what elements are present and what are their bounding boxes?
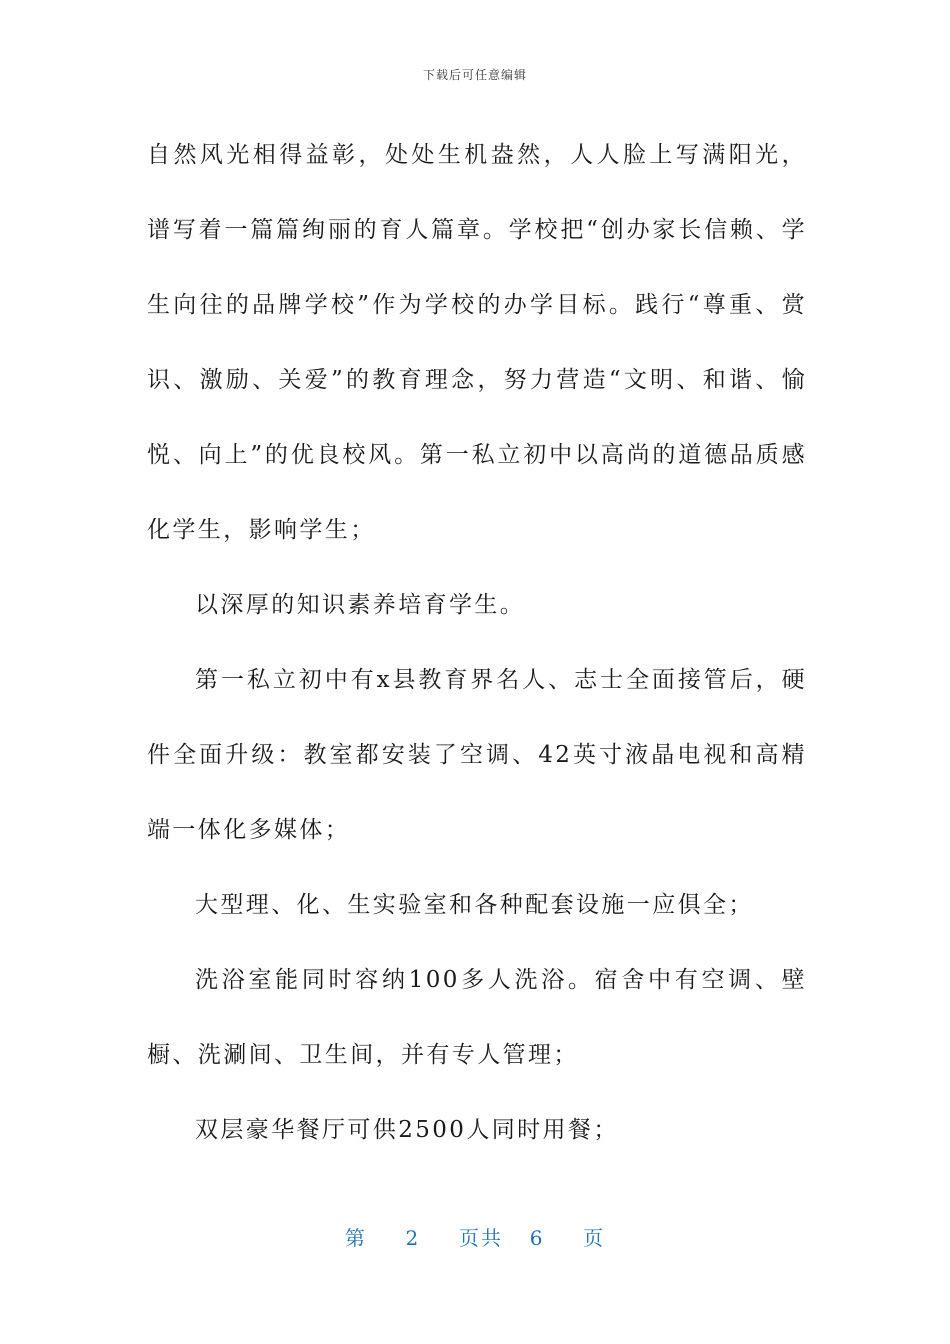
paragraph-6: 双层豪华餐厅可供2500人同时用餐； <box>195 1117 619 1143</box>
footer-middle: 页共 <box>459 1226 503 1250</box>
page-number-footer <box>0 1222 950 1251</box>
paragraph-2: 以深厚的知识素养培育学生。 <box>195 592 526 618</box>
header-note: 下载后可任意编辑 <box>422 68 527 82</box>
paragraph-5: 洗浴室能同时容纳100多人洗浴。宿舍中有空调、壁橱、洗涮间、卫生间，并有专人管理； <box>147 967 807 1068</box>
paragraph-4: 大型理、化、生实验室和各种配套设施一应俱全； <box>195 892 754 918</box>
paragraph-1: 自然风光相得益彰，处处生机盎然，人人脸上写满阳光，谱写着一篇篇绚丽的育人篇章。学校把“创办家长信赖、学生向往的品牌学校”作为学校的办学目标。践行“尊重、赏识、激励、关爱”的教育理念，努力营造“文明、和谐、愉悦、向上”的优良校风。第一私立初中以高尚的道德品质感化学生，影响学生； <box>147 142 807 543</box>
document-body <box>147 118 807 1168</box>
footer-suffix: 页 <box>583 1226 606 1250</box>
footer-total-pages: 6 <box>529 1226 545 1250</box>
footer-current-page: 2 <box>405 1226 421 1250</box>
footer-prefix: 第 <box>344 1226 367 1250</box>
paragraph-3: 第一私立初中有x县教育界名人、志士全面接管后，硬件全面升级：教室都安装了空调、42英寸液晶电视和高精端一体化多媒体； <box>147 667 807 843</box>
